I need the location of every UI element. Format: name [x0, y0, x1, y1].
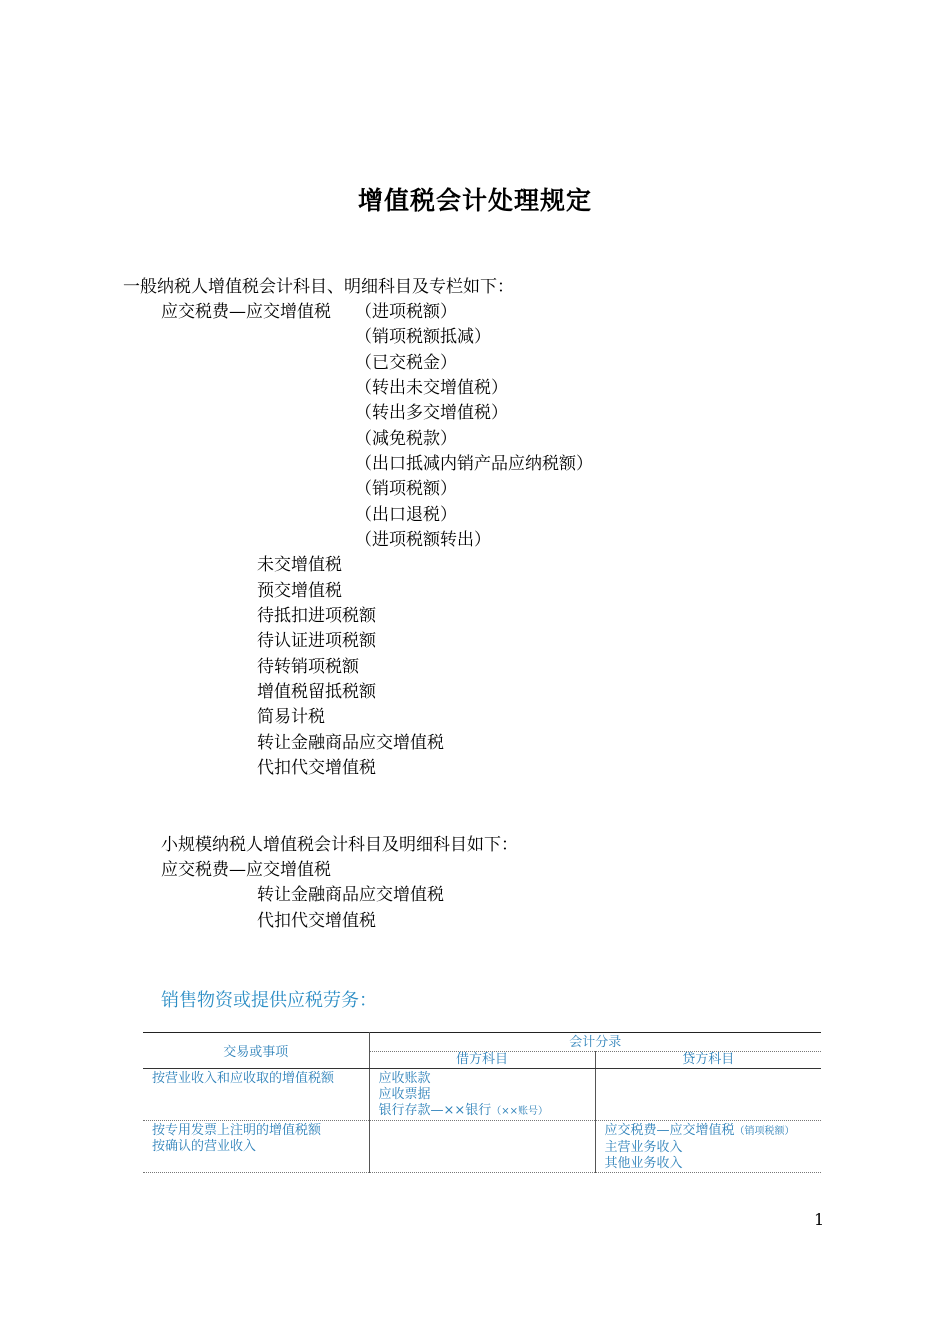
general-intro: 一般纳税人增值税会计科目、明细科目及专栏如下：	[123, 277, 514, 297]
credit-line	[605, 1123, 813, 1140]
general-account-prefix: 应交税费—应交增值税	[161, 302, 331, 322]
general-sub-account: 代扣代交增值税	[257, 758, 376, 778]
general-sub-account: 增值税留抵税额	[257, 682, 376, 702]
row-event-cell	[143, 1069, 369, 1121]
sales-section-heading: 销售物资或提供应税劳务：	[161, 990, 377, 1011]
general-sub-account: 待认证进项税额	[257, 631, 376, 651]
row-event-cell	[143, 1121, 369, 1173]
general-sub-account: 待抵扣进项税额	[257, 606, 376, 626]
header-credit: 贷方科目	[595, 1052, 821, 1069]
general-column-item: （进项税额）	[355, 302, 457, 322]
small-sub-account: 转让金融商品应交增值税	[257, 885, 444, 905]
general-sub-account: 预交增值税	[257, 581, 342, 601]
general-sub-account: 待转销项税额	[257, 657, 359, 677]
row-debit-cell	[369, 1069, 595, 1121]
general-sub-account: 未交增值税	[257, 555, 342, 575]
row-credit-cell	[595, 1121, 821, 1173]
debit-line: 应收账款	[378, 1071, 431, 1086]
document-title: 增值税会计处理规定	[357, 186, 592, 215]
general-column-item: （进项税额转出）	[355, 530, 491, 550]
debit-line-text: 银行存款—××银行	[378, 1103, 492, 1118]
debit-line: 应收票据	[378, 1087, 431, 1102]
general-column-item: （转出多交增值税）	[355, 403, 508, 423]
table-row	[143, 1121, 821, 1173]
debit-line	[379, 1103, 586, 1120]
general-column-item: （出口退税）	[355, 505, 457, 525]
general-column-item: （销项税额抵减）	[355, 327, 491, 347]
header-event: 交易或事项	[143, 1033, 369, 1069]
header-debit: 借方科目	[369, 1052, 595, 1069]
general-sub-account: 简易计税	[257, 707, 325, 727]
credit-note: （销项税额）	[734, 1126, 795, 1137]
event-line: 按专用发票上注明的增值税额	[152, 1123, 322, 1138]
event-line: 按确认的营业收入	[152, 1139, 257, 1154]
header-entry: 会计分录	[369, 1033, 821, 1052]
debit-note: （××账号）	[491, 1106, 549, 1117]
row-credit-cell	[595, 1069, 821, 1121]
credit-line-text: 应交税费—应交增值税	[604, 1123, 735, 1138]
small-intro: 小规模纳税人增值税会计科目及明细科目如下：	[161, 835, 518, 855]
general-column-item: （已交税金）	[355, 353, 457, 373]
general-column-item: （出口抵减内销产品应纳税额）	[355, 454, 593, 474]
row-debit-cell	[369, 1121, 595, 1173]
event-line: 按营业收入和应收取的增值税额	[152, 1071, 335, 1086]
table-row	[143, 1069, 821, 1121]
journal-entry-table	[143, 1032, 821, 1173]
general-column-item: （减免税款）	[355, 429, 457, 449]
credit-line: 主营业务收入	[604, 1140, 683, 1155]
credit-line: 其他业务收入	[604, 1156, 683, 1171]
general-column-item: （转出未交增值税）	[355, 378, 508, 398]
small-sub-account: 代扣代交增值税	[257, 911, 376, 931]
table-header-row	[143, 1033, 821, 1052]
small-account: 应交税费—应交增值税	[161, 860, 331, 880]
general-sub-account: 转让金融商品应交增值税	[257, 733, 444, 753]
page-number: 1	[814, 1210, 825, 1229]
general-column-item: （销项税额）	[355, 479, 457, 499]
